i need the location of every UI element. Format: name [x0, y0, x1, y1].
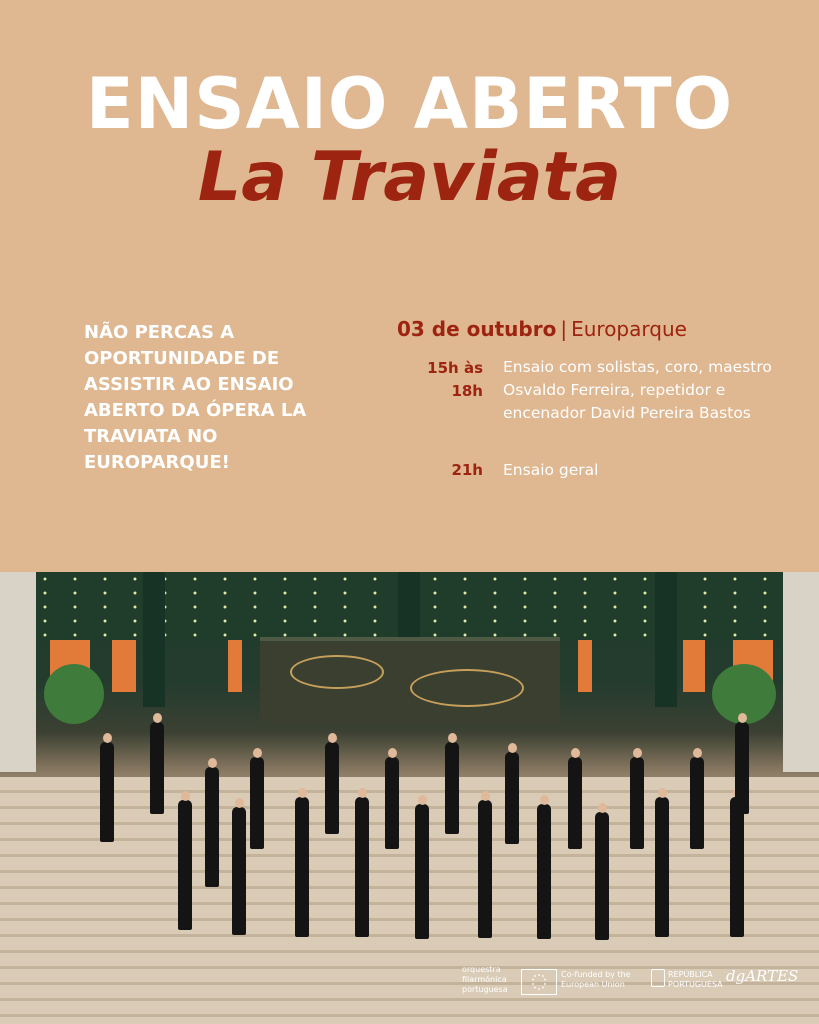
musician — [568, 757, 582, 849]
plant — [44, 664, 104, 724]
logo-strip — [0, 955, 819, 1024]
musician — [415, 804, 429, 939]
schedule-desc-1: Ensaio com solistas, coro, maestro Osvaldo Ferreira, repetidor e encenador David Pereira Bastos — [503, 358, 772, 422]
window — [683, 640, 705, 692]
musician — [178, 800, 192, 930]
musician — [445, 742, 459, 834]
event-date: 03 de outubro — [397, 317, 557, 341]
musician — [232, 807, 246, 935]
event-venue: Europarque — [571, 317, 687, 341]
musician — [690, 757, 704, 849]
doors — [260, 637, 560, 723]
eu-label: Co-funded by the European Union — [561, 970, 631, 989]
wall-right — [783, 572, 819, 772]
schedule-desc-2: Ensaio geral — [503, 461, 599, 479]
musician — [478, 800, 492, 938]
window — [578, 640, 592, 692]
pillar — [143, 572, 165, 707]
republica-emblem-icon — [651, 969, 665, 987]
musician — [505, 752, 519, 844]
swirl-decoration — [290, 655, 384, 689]
wall-left — [0, 572, 36, 772]
schedule-time-1: 15h às 18h — [427, 359, 483, 400]
republica-label: REPÚBLICA PORTUGUESA — [668, 970, 723, 989]
musician — [250, 757, 264, 849]
page-title: ENSAIO ABERTO — [85, 63, 734, 145]
window — [228, 640, 242, 692]
schedule-time-2: 21h — [451, 461, 483, 479]
musician — [537, 804, 551, 939]
musician — [630, 757, 644, 849]
musician — [325, 742, 339, 834]
musician — [355, 797, 369, 937]
musician — [295, 797, 309, 937]
page-subtitle: La Traviata — [197, 138, 622, 217]
orchestra-logo: orquestra filarmónica portuguesa — [462, 965, 508, 994]
musician — [150, 722, 164, 814]
eu-flag-icon — [521, 969, 557, 995]
musician — [100, 742, 114, 842]
musician — [205, 767, 219, 887]
intro-text: NÃO PERCAS A OPORTUNIDADE DE ASSISTIR AO ENSAIO ABERTO DA ÓPERA LA TRAVIATA NO EUROPARQUE! — [84, 322, 307, 473]
pillar — [655, 572, 677, 707]
window — [112, 640, 136, 692]
musician — [735, 722, 749, 814]
musician — [730, 797, 744, 937]
swirl-decoration — [410, 669, 524, 707]
musician — [385, 757, 399, 849]
dgartes-logo: dgARTES — [726, 967, 799, 985]
musician — [655, 797, 669, 937]
event-date-line — [397, 315, 687, 343]
musician — [595, 812, 609, 940]
event-separator: | — [560, 317, 568, 341]
